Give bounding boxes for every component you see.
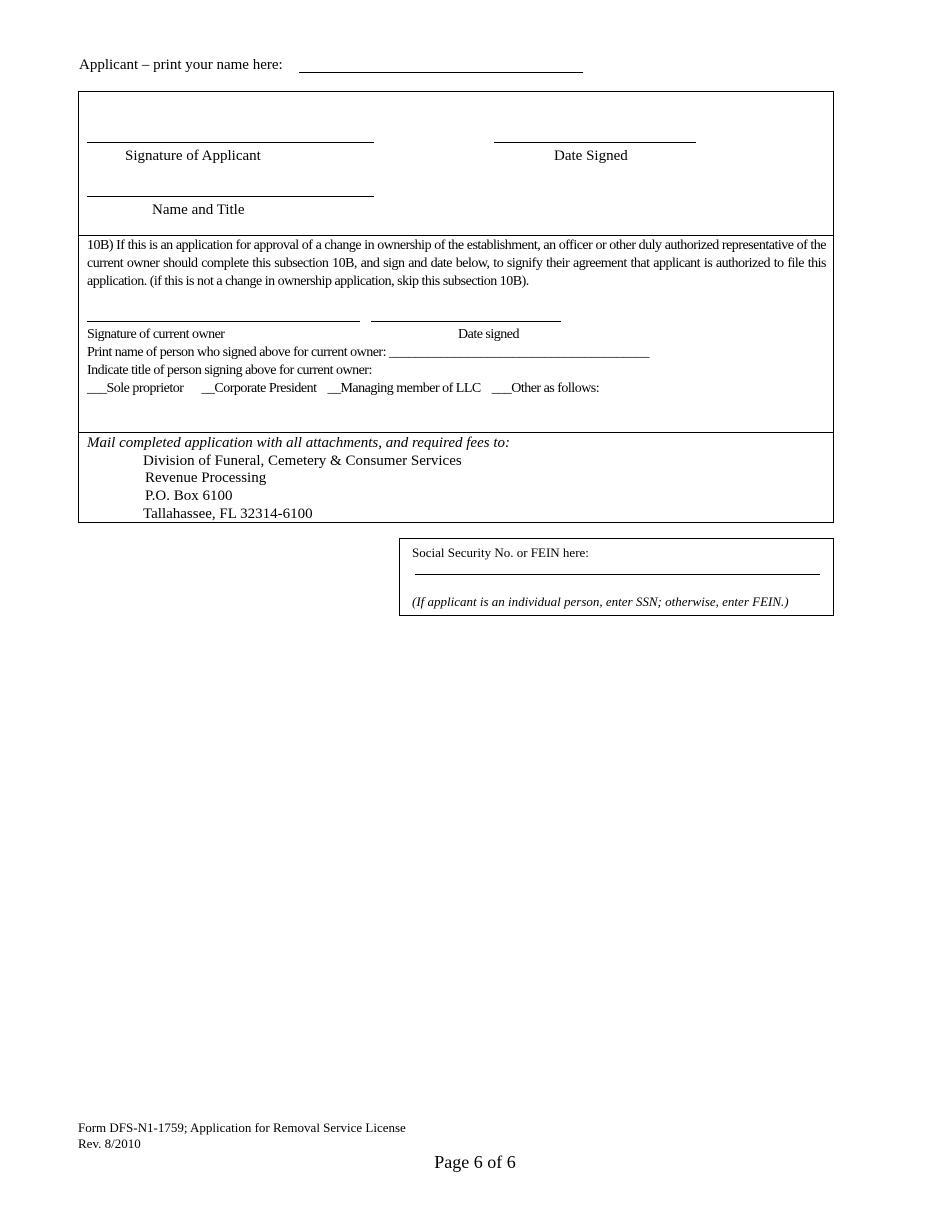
title-options (87, 380, 599, 398)
applicant-name-label: Applicant – print your name here: (79, 57, 283, 73)
address-line-revenue: Revenue Processing (145, 470, 267, 486)
address-line-pobox: P.O. Box 6100 (145, 488, 233, 504)
title-prompt: Indicate title of person signing above for current owner: (87, 363, 372, 378)
mail-divider (79, 432, 833, 433)
address-line-city: Tallahassee, FL 32314-6100 (143, 506, 313, 522)
option-managing-member-llc[interactable]: __Managing member of LLC (327, 381, 481, 396)
owner-signature-label: Signature of current owner (87, 327, 225, 342)
owner-signature-line[interactable] (87, 321, 360, 322)
signature-label: Signature of Applicant (125, 148, 261, 164)
print-name-label: Print name of person who signed above for current owner: (87, 345, 386, 360)
option-sole-proprietor[interactable]: ___Sole proprietor (87, 381, 184, 396)
mail-instruction: Mail completed application with all attachments, and required fees to: (87, 435, 510, 451)
main-form-box (78, 91, 834, 523)
address-line-division: Division of Funeral, Cemetery & Consumer Services (143, 453, 462, 469)
ssn-box (399, 538, 834, 616)
print-name-row (87, 344, 649, 362)
date-signed-line[interactable] (494, 142, 696, 143)
ssn-note: (If applicant is an individual person, enter SSN; otherwise, enter FEIN.) (412, 594, 789, 609)
owner-date-label: Date signed (458, 327, 519, 342)
form-revision: Rev. 8/2010 (78, 1136, 141, 1151)
applicant-signature-line[interactable] (87, 142, 374, 143)
ssn-entry-line[interactable] (415, 574, 820, 575)
ownership-paragraph: 10B) If this is an application for approval of a change in ownership of the establishment, an officer or other duly authorized representative of the current owner should complete this subsection 10B, and sign and date below, to signify their agreement that applicant is authorized to file this application. (if this is not a change in ownership application, skip this subsection 10B). (87, 238, 826, 289)
owner-date-line[interactable] (371, 321, 561, 322)
option-corporate-president[interactable]: __Corporate President (201, 381, 317, 396)
name-title-line[interactable] (87, 196, 374, 197)
print-name-blank[interactable]: ________________________________________ (388, 345, 649, 360)
applicant-name-line[interactable] (299, 72, 583, 73)
date-signed-label: Date Signed (554, 148, 628, 164)
form-name: Form DFS-N1-1759; Application for Removal Service License (78, 1120, 406, 1135)
option-other[interactable]: ___Other as follows: (491, 381, 600, 396)
name-title-label: Name and Title (152, 202, 245, 218)
section-divider (79, 235, 833, 236)
page-number: Page 6 of 6 (434, 1152, 516, 1172)
ssn-label: Social Security No. or FEIN here: (412, 545, 589, 560)
